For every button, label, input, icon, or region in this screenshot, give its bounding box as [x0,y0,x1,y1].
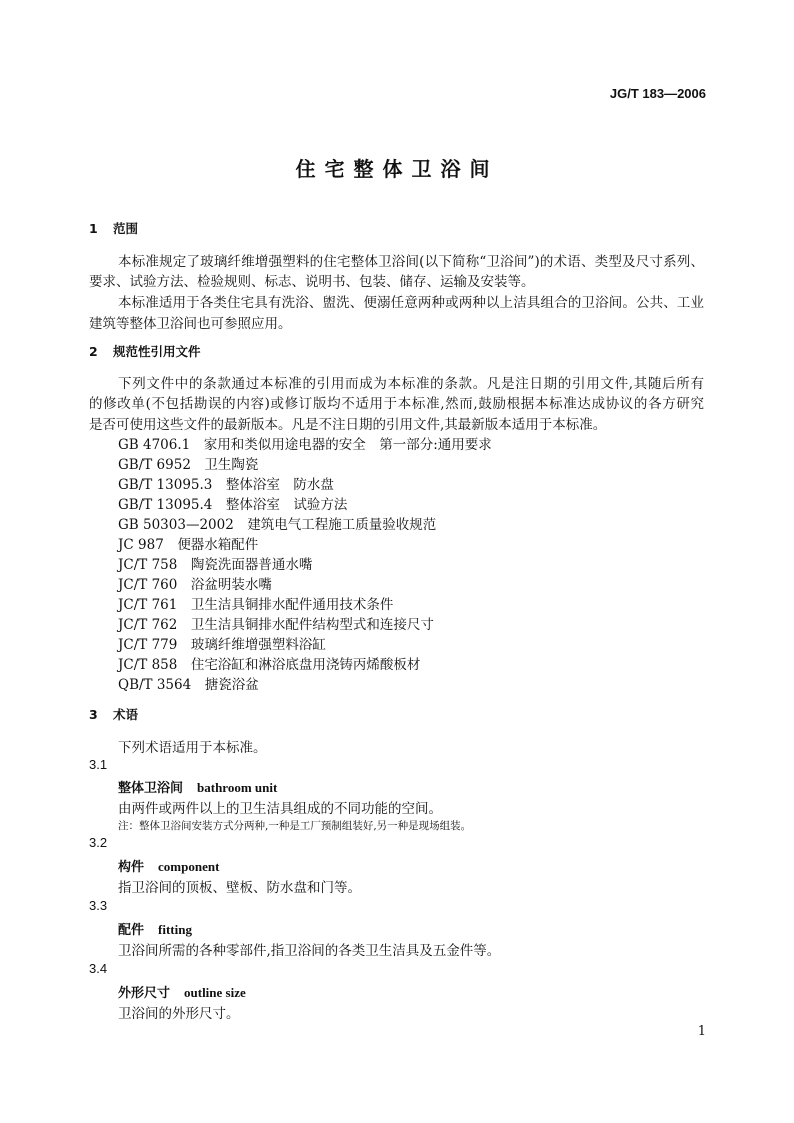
term-chinese: 整体卫浴间 [118,781,184,796]
scope-paragraph-1-line-2: 要求、试验方法、检验规则、标志、说明书、包装、储存、运输及安装等。 [89,274,535,290]
section-2-heading [89,342,201,360]
reference-item [118,553,312,573]
term-heading [118,982,246,1001]
scope-paragraph-1-line-1: 本标准规定了玻璃纤维增强塑料的住宅整体卫浴间(以下简称“卫浴间”)的术语、类型及尺寸系列、 [118,254,704,270]
reference-title: 玻璃纤维增强塑料浴缸 [190,637,326,653]
reference-title: 整体浴室 防水盘 [225,477,334,493]
reference-title: 浴盆明装水嘴 [190,577,272,593]
reference-code: GB/T 13095.3 [118,477,213,493]
term-english: component [158,859,220,874]
reference-item [118,613,434,633]
reference-code: JC/T 761 [118,597,178,613]
section-3-heading [89,705,138,723]
scope-paragraph-2-line-2: 建筑等整体卫浴间也可参照应用。 [89,316,292,332]
section-number: 3 [89,707,98,722]
reference-code: JC/T 762 [118,617,178,633]
reference-title: 搪瓷浴盆 [204,677,259,693]
reference-code: JC/T 758 [118,557,178,573]
reference-title: 家用和类似用途电器的安全 第一部分:通用要求 [203,437,492,453]
reference-item [118,453,258,473]
term-heading [118,777,277,796]
scope-paragraph-2-line-1: 本标准适用于各类住宅具有洗浴、盥洗、便溺任意两种或两种以上洁具组合的卫浴间。公共、工业 [118,295,704,311]
reference-code: GB 50303—2002 [118,517,234,533]
reference-title: 卫生洁具铜排水配件结构型式和连接尺寸 [190,617,434,633]
reference-item [118,593,393,613]
term-number: 3.4 [89,961,108,976]
normative-intro-line-2: 的修改单(不包括勘误的内容)或修订版均不适用于本标准,然而,鼓励根据本标准达成协议的各方研究 [89,396,704,412]
term-english: fitting [158,922,192,937]
reference-code: JC/T 858 [118,657,178,673]
term-english: bathroom unit [197,780,278,795]
term-heading [118,919,192,938]
reference-code: GB/T 6952 [118,457,191,473]
term-number: 3.3 [89,898,108,913]
reference-item [118,533,258,553]
reference-title: 建筑电气工程施工质量验收规范 [247,517,437,533]
reference-code: GB 4706.1 [118,437,191,453]
section-number: 2 [89,344,98,359]
section-title: 规范性引用文件 [113,344,201,359]
term-chinese: 配件 [118,923,145,938]
term-definition: 卫浴间的外形尺寸。 [118,1006,240,1022]
reference-title: 卫生陶瓷 [204,457,259,473]
reference-code: JC/T 779 [118,637,178,653]
reference-code: JC/T 760 [118,577,178,593]
reference-code: JC 987 [118,537,164,553]
reference-item [118,493,347,513]
reference-item [118,673,259,693]
section-number: 1 [89,221,98,236]
page-number: 1 [697,1024,706,1039]
normative-intro-line-1: 下列文件中的条款通过本标准的引用而成为本标准的条款。凡是注日期的引用文件,其随后所有 [118,376,704,392]
term-definition: 卫浴间所需的各种零部件,指卫浴间的各类卫生洁具及五金件等。 [118,943,501,959]
reference-title: 住宅浴缸和淋浴底盘用浇铸丙烯酸板材 [190,657,421,673]
term-english: outline size [184,985,246,1000]
term-chinese: 外形尺寸 [118,986,171,1001]
normative-intro-line-3: 是否可使用这些文件的最新版本。凡是不注日期的引用文件,其最新版本适用于本标准。 [89,417,607,433]
reference-item [118,473,334,493]
reference-title: 整体浴室 试验方法 [225,497,348,513]
reference-title: 陶瓷洗面器普通水嘴 [190,557,313,573]
term-chinese: 构件 [118,860,145,875]
section-1-heading [89,219,138,237]
terms-intro: 下列术语适用于本标准。 [118,740,267,756]
reference-item [118,573,272,593]
document-title: 住宅整体卫浴间 [295,157,499,181]
term-heading [118,856,219,875]
reference-title: 卫生洁具铜排水配件通用技术条件 [190,597,394,613]
reference-code: QB/T 3564 [118,677,192,693]
standard-number: JG/T 183—2006 [609,86,706,101]
reference-title: 便器水箱配件 [177,537,259,553]
term-definition: 指卫浴间的顶板、壁板、防水盘和门等。 [118,880,361,896]
section-title: 范围 [113,221,139,236]
term-note: 注：整体卫浴间安装方式分两种,一种是工厂预制组装好,另一种是现场组装。 [118,820,472,832]
reference-item [118,433,492,453]
term-number: 3.1 [89,757,108,772]
reference-item [118,513,436,533]
reference-item [118,633,326,653]
reference-item [118,653,420,673]
section-title: 术语 [113,707,139,722]
term-definition: 由两件或两件以上的卫生洁具组成的不同功能的空间。 [118,801,442,817]
reference-code: GB/T 13095.4 [118,497,213,513]
term-number: 3.2 [89,835,108,850]
